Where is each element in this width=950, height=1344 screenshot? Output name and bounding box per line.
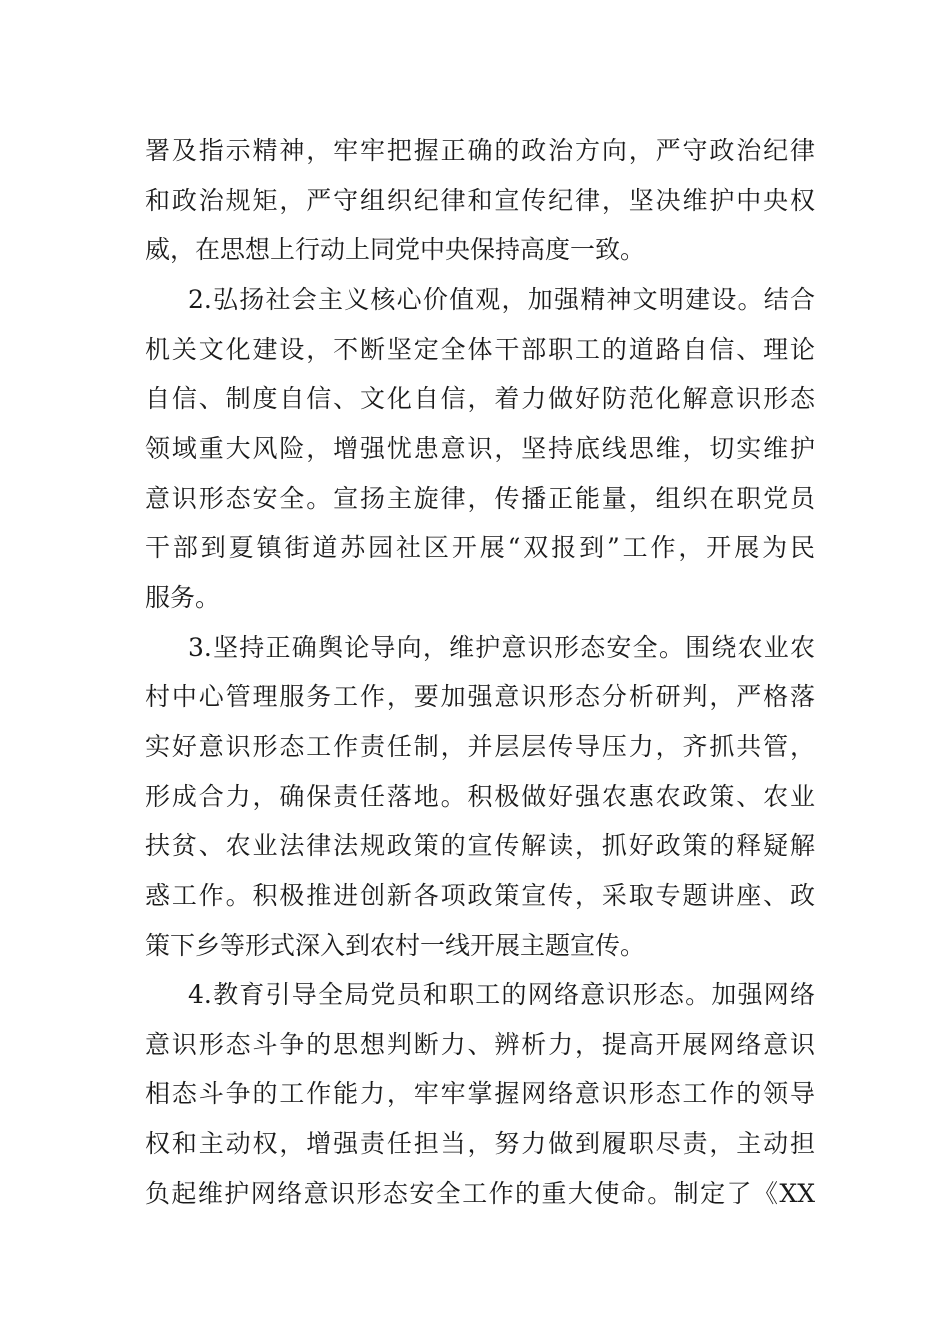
- text-line: 扶贫、农业法律法规政策的宣传解读，抓好政策的释疑解: [145, 831, 815, 860]
- text-line: 威，在思想上行动上同党中央保持高度一致。: [145, 235, 646, 264]
- paragraph-heading-line: 2.弘扬社会主义核心价值观，加强精神文明建设。结合: [188, 285, 815, 314]
- text-line: 相态斗争的工作能力，牢牢掌握网络意识形态工作的领导: [145, 1079, 815, 1108]
- text-line: 自信、制度自信、文化自信，着力做好防范化解意识形态: [145, 384, 815, 413]
- text-line: 负起维护网络意识形态安全工作的重大使命。制定了《XX: [145, 1179, 815, 1208]
- paragraph-heading-line: 3.坚持正确舆论导向，维护意识形态安全。围绕农业农: [188, 633, 815, 662]
- text-line: 署及指示精神，牢牢把握正确的政治方向，严守政治纪律: [145, 136, 815, 165]
- text-line: 权和主动权，增强责任担当，努力做到履职尽责，主动担: [145, 1129, 815, 1158]
- text-line: 意识形态斗争的思想判断力、辨析力，提高开展网络意识: [145, 1030, 815, 1059]
- paragraph-heading-line: 4.教育引导全局党员和职工的网络意识形态。加强网络: [188, 980, 815, 1009]
- text-line: 村中心管理服务工作，要加强意识形态分析研判，严格落: [145, 682, 815, 711]
- text-line: 策下乡等形式深入到农村一线开展主题宣传。: [145, 931, 646, 960]
- text-line: 领域重大风险，增强忧患意识，坚持底线思维，切实维护: [145, 434, 815, 463]
- text-line: 服务。: [145, 583, 221, 612]
- text-line: 形成合力，确保责任落地。积极做好强农惠农政策、农业: [145, 782, 815, 811]
- text-line: 意识形态安全。宣扬主旋律，传播正能量，组织在职党员: [145, 484, 815, 513]
- text-line: 实好意识形态工作责任制，并层层传导压力，齐抓共管，: [145, 732, 815, 761]
- text-line: 惑工作。积极推进创新各项政策宣传，采取专题讲座、政: [145, 881, 815, 910]
- text-line: 机关文化建设，不断坚定全体干部职工的道路自信、理论: [145, 335, 815, 364]
- text-line: 和政治规矩，严守组织纪律和宣传纪律，坚决维护中央权: [145, 186, 815, 215]
- text-line: 干部到夏镇街道苏园社区开展“双报到”工作，开展为民: [145, 533, 815, 562]
